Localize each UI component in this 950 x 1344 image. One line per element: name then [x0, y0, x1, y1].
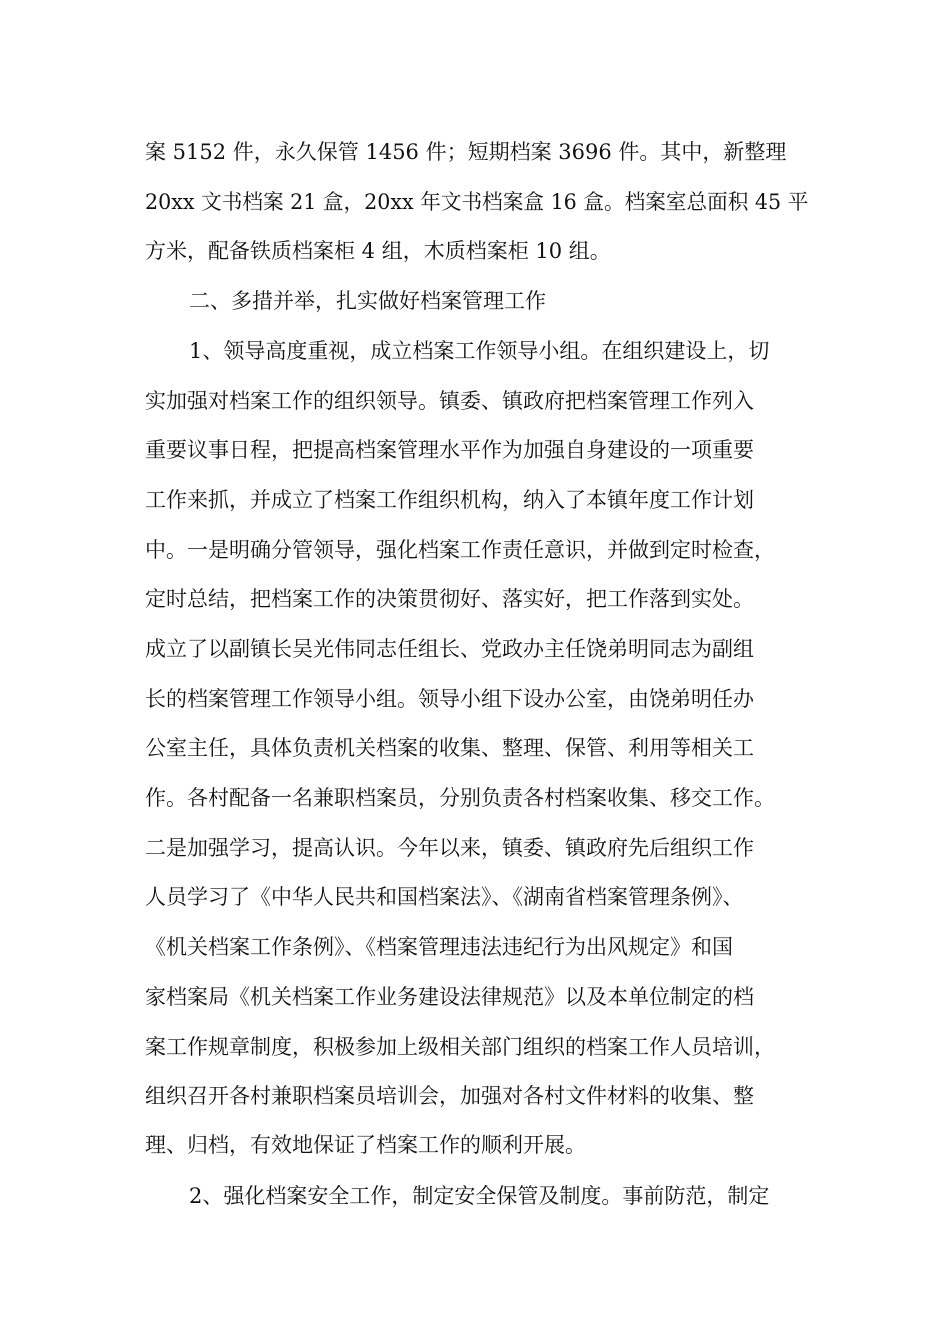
body-text-line: 20xx 文书档案 21 盒，20xx 年文书档案盒 16 盒。档案室总面积 45 平 — [145, 190, 809, 214]
body-text-line: 成立了以副镇长吴光伟同志任组长、党政办主任饶弟明同志为副组 — [145, 637, 754, 661]
body-text-line: 《机关档案工作条例》、《档案管理违法违纪行为出风规定》和国 — [145, 935, 733, 959]
body-text-line: 家档案局《机关档案工作业务建设法律规范》以及本单位制定的档 — [145, 985, 754, 1009]
body-text-line: 定时总结，把档案工作的决策贯彻好、落实好，把工作落到实处。 — [145, 587, 754, 611]
body-text-line: 长的档案管理工作领导小组。领导小组下设办公室，由饶弟明任办 — [145, 687, 754, 711]
body-text-line: 工作来抓，并成立了档案工作组织机构，纳入了本镇年度工作计划 — [145, 488, 754, 512]
body-text-line: 人员学习了《中华人民共和国档案法》、《湖南省档案管理条例》、 — [145, 885, 744, 909]
body-text-line: 公室主任，具体负责机关档案的收集、整理、保管、利用等相关工 — [145, 736, 754, 760]
body-text-line: 中。一是明确分管领导，强化档案工作责任意识，并做到定时检查， — [145, 538, 775, 562]
body-text-line: 二是加强学习，提高认识。今年以来，镇委、镇政府先后组织工作 — [145, 836, 754, 860]
body-text-line: 重要议事日程，把提高档案管理水平作为加强自身建设的一项重要 — [145, 438, 754, 462]
section-heading: 二、多措并举，扎实做好档案管理工作 — [189, 289, 546, 313]
body-text-line: 方米，配备铁质档案柜 4 组，木质档案柜 10 组。 — [145, 239, 611, 263]
body-text-line: 理、归档，有效地保证了档案工作的顺利开展。 — [145, 1133, 586, 1157]
body-text-line: 1、领导高度重视，成立档案工作领导小组。在组织建设上，切 — [189, 339, 770, 363]
body-text-line: 案 5152 件，永久保管 1456 件；短期档案 3696 件。其中，新整理 — [145, 140, 787, 164]
body-text-line: 2、强化档案安全工作，制定安全保管及制度。事前防范，制定 — [189, 1184, 770, 1208]
body-text-line: 案工作规章制度，积极参加上级相关部门组织的档案工作人员培训， — [145, 1035, 775, 1059]
body-text-line: 实加强对档案工作的组织领导。镇委、镇政府把档案管理工作列入 — [145, 389, 754, 413]
body-text-line: 组织召开各村兼职档案员培训会，加强对各村文件材料的收集、整 — [145, 1084, 754, 1108]
body-text-line: 作。各村配备一名兼职档案员，分别负责各村档案收集、移交工作。 — [145, 786, 775, 810]
